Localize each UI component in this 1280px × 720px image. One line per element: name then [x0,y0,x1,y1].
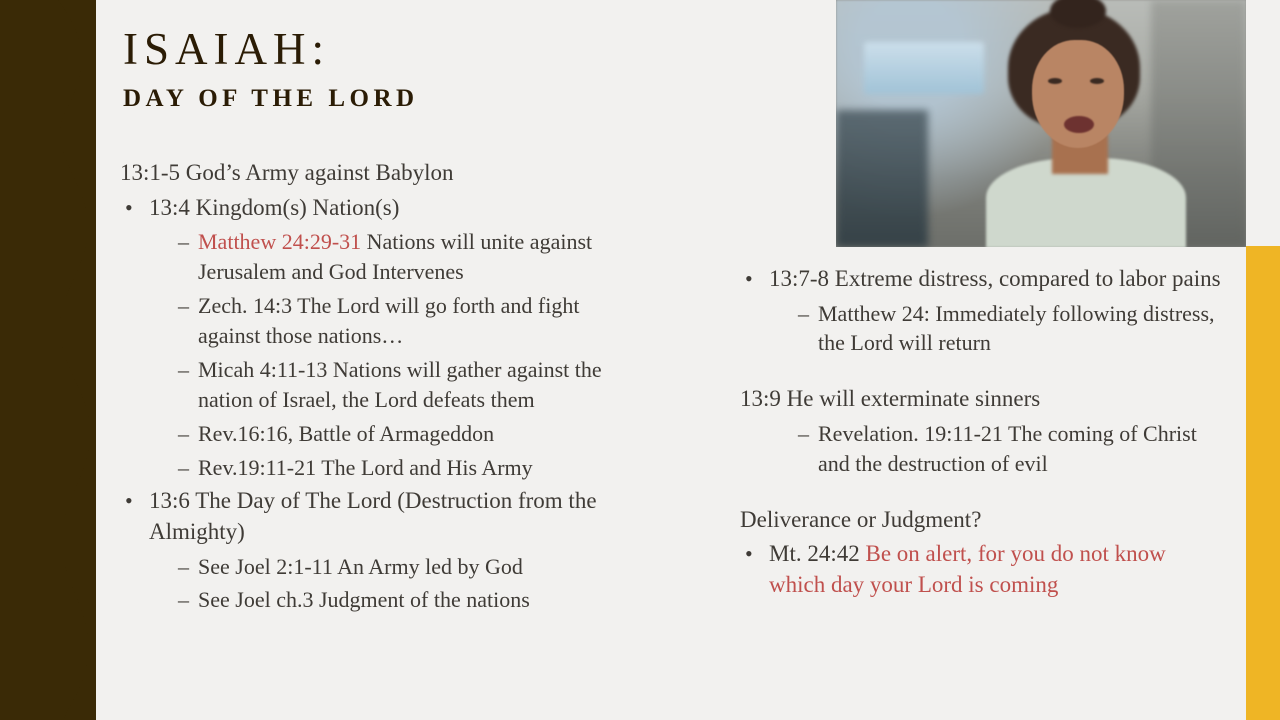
bullet-text [198,227,630,287]
bullet-line [120,355,630,415]
bullet-text [769,539,1225,600]
paragraph-spacer [740,483,1225,505]
bullet-glyph: • [745,266,753,291]
bullet-text-plain: Mt. 24:42 [769,541,866,567]
bullet-line [120,552,630,582]
wavy-edge-shape [58,0,118,720]
page-title: ISAIAH: [123,24,330,74]
bullet-line [740,539,1225,600]
presenter-video-overlay[interactable] [836,0,1246,247]
video-person-eye-left [1048,78,1062,84]
bullet-text: See Joel ch.3 Judgment of the nations [198,587,530,613]
bullet-text: 13:1-5 God’s Army against Babylon [120,160,454,185]
bullet-text: Matthew 24: Immediately following distress, the Lord will return [818,300,1215,356]
video-person-mouth [1064,116,1094,133]
bullet-line [120,291,630,351]
bullet-text: Rev.16:16, Battle of Armageddon [198,420,495,446]
dash-glyph: – [798,420,809,446]
title-block [123,26,419,113]
bullet-text: Deliverance or Judgment? [740,506,982,532]
bullet-glyph: • [125,488,133,514]
dash-glyph: – [178,420,189,446]
bullet-line [740,384,1225,415]
bullet-text: See Joel 2:1-11 An Army led by God [198,553,523,579]
scripture-quote-accent: Be on alert, for you do not know which day your Lord is coming [769,541,1166,597]
paragraph-spacer [740,362,1225,384]
dash-glyph: – [178,229,189,255]
page-subtitle: DAY OF THE LORD [123,85,419,113]
bullet-line [120,419,630,449]
bullet-text: Zech. 14:3 The Lord will go forth and fight against those nations… [198,292,580,348]
bullet-text: Rev.19:11-21 The Lord and His Army [198,454,533,480]
bullet-text: Micah 4:11-13 Nations will gather against the nation of Israel, the Lord defeats them [198,356,602,412]
bullet-text: 13:6 The Day of The Lord (Destruction from the Almighty) [149,488,597,544]
dash-glyph: – [178,587,189,613]
dash-glyph: – [178,292,189,318]
right-text-column [740,264,1225,605]
bullet-text: 13:7-8 Extreme distress, compared to labor pains [769,266,1221,291]
bullet-line [120,227,630,287]
dash-glyph: – [798,300,809,326]
dash-glyph: – [178,454,189,480]
bullet-line [740,505,1225,536]
bullet-text-plain: Nations will unite against Jerusalem and God Intervenes [198,229,593,285]
scripture-reference-accent: Matthew 24:29-31 [198,229,362,255]
dash-glyph: – [178,356,189,382]
bullet-glyph: • [745,541,753,567]
right-accent-bar [1246,246,1280,720]
bullet-line [120,453,630,483]
bullet-line [120,193,630,224]
video-window-blur [864,42,984,94]
bullet-line [740,299,1225,359]
bullet-line [120,585,630,615]
left-text-column [120,158,630,619]
dash-glyph: – [178,553,189,579]
bullet-line [740,419,1225,479]
bullet-text: 13:4 Kingdom(s) Nation(s) [149,194,400,220]
video-left-object [836,110,928,247]
bullet-line [120,158,630,189]
bullet-text: Revelation. 19:11-21 The coming of Christ and the destruction of evil [818,420,1197,476]
bullet-line [740,264,1225,295]
bullet-line [120,486,630,547]
bullet-text: 13:9 He will exterminate sinners [740,386,1041,412]
bullet-glyph: • [125,194,133,220]
video-person-eye-right [1090,78,1104,84]
